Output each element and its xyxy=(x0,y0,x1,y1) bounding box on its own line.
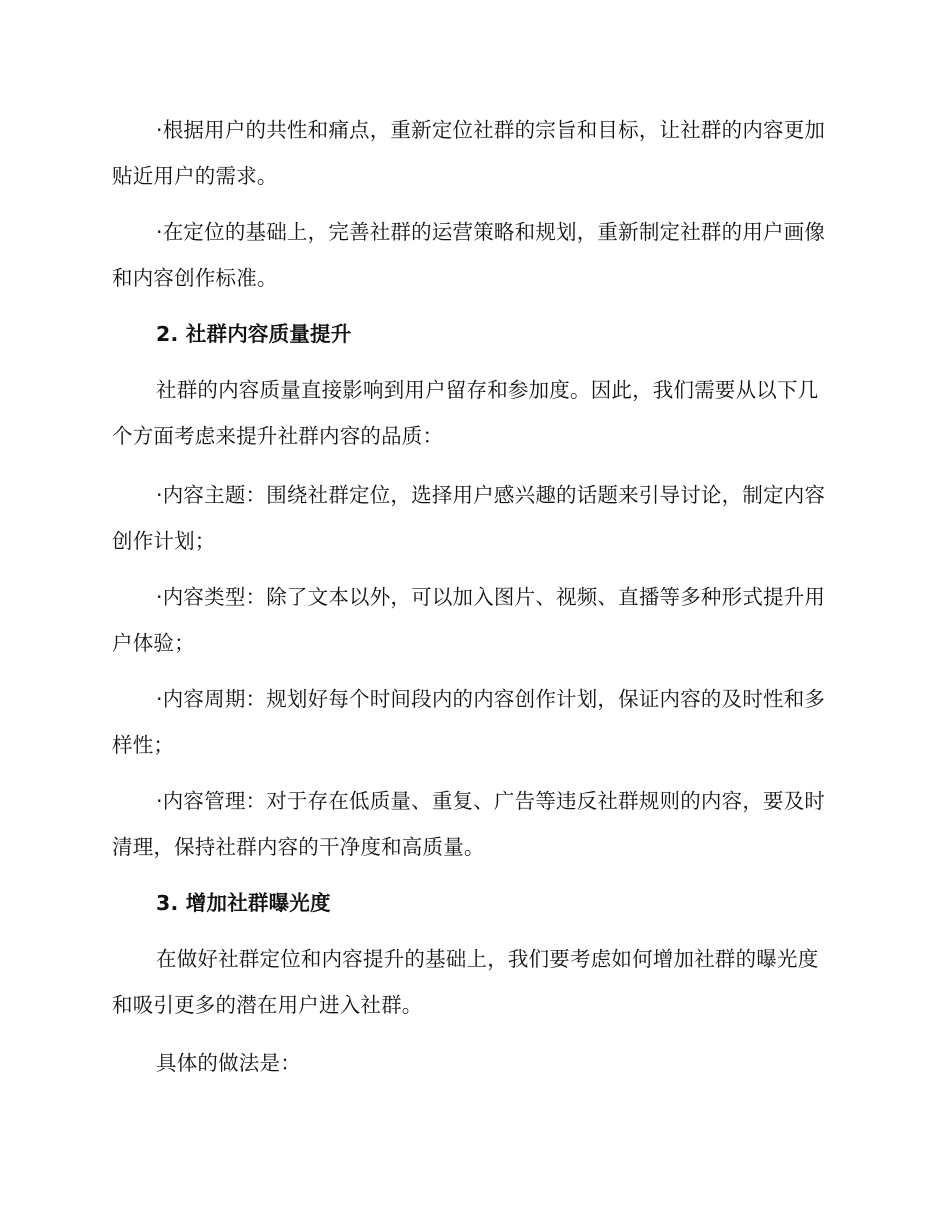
section-heading-exposure: 3. 增加社群曝光度 xyxy=(156,891,331,915)
bullet-paragraph-content-type: ·内容类型：除了文本以外，可以加入图片、视频、直播等多种形式提升用户体验； xyxy=(112,585,826,655)
paragraph-specific-methods: 具体的做法是： xyxy=(156,1051,301,1075)
paragraph-exposure-intro: 在做好社群定位和内容提升的基础上，我们要考虑如何增加社群的曝光度和吸引更多的潜在用户进入社群。 xyxy=(112,947,819,1017)
bullet-paragraph-operation-strategy: ·在定位的基础上，完善社群的运营策略和规划，重新制定社群的用户画像和内容创作标准。 xyxy=(112,220,826,290)
section-heading-content-quality: 2. 社群内容质量提升 xyxy=(156,322,352,346)
bullet-paragraph-positioning-goals: ·根据用户的共性和痛点，重新定位社群的宗旨和目标，让社群的内容更加贴近用户的需求。 xyxy=(112,118,826,188)
paragraph-content-quality-intro: 社群的内容质量直接影响到用户留存和参加度。因此，我们需要从以下几个方面考虑来提升社群内容的品质： xyxy=(112,378,819,448)
bullet-paragraph-content-topic: ·内容主题：围绕社群定位，选择用户感兴趣的话题来引导讨论，制定内容创作计划； xyxy=(112,483,826,553)
bullet-paragraph-content-cycle: ·内容周期：规划好每个时间段内的内容创作计划，保证内容的及时性和多样性； xyxy=(112,687,826,757)
bullet-paragraph-content-management: ·内容管理：对于存在低质量、重复、广告等违反社群规则的内容，要及时清理，保持社群内容的干净度和高质量。 xyxy=(112,789,826,859)
